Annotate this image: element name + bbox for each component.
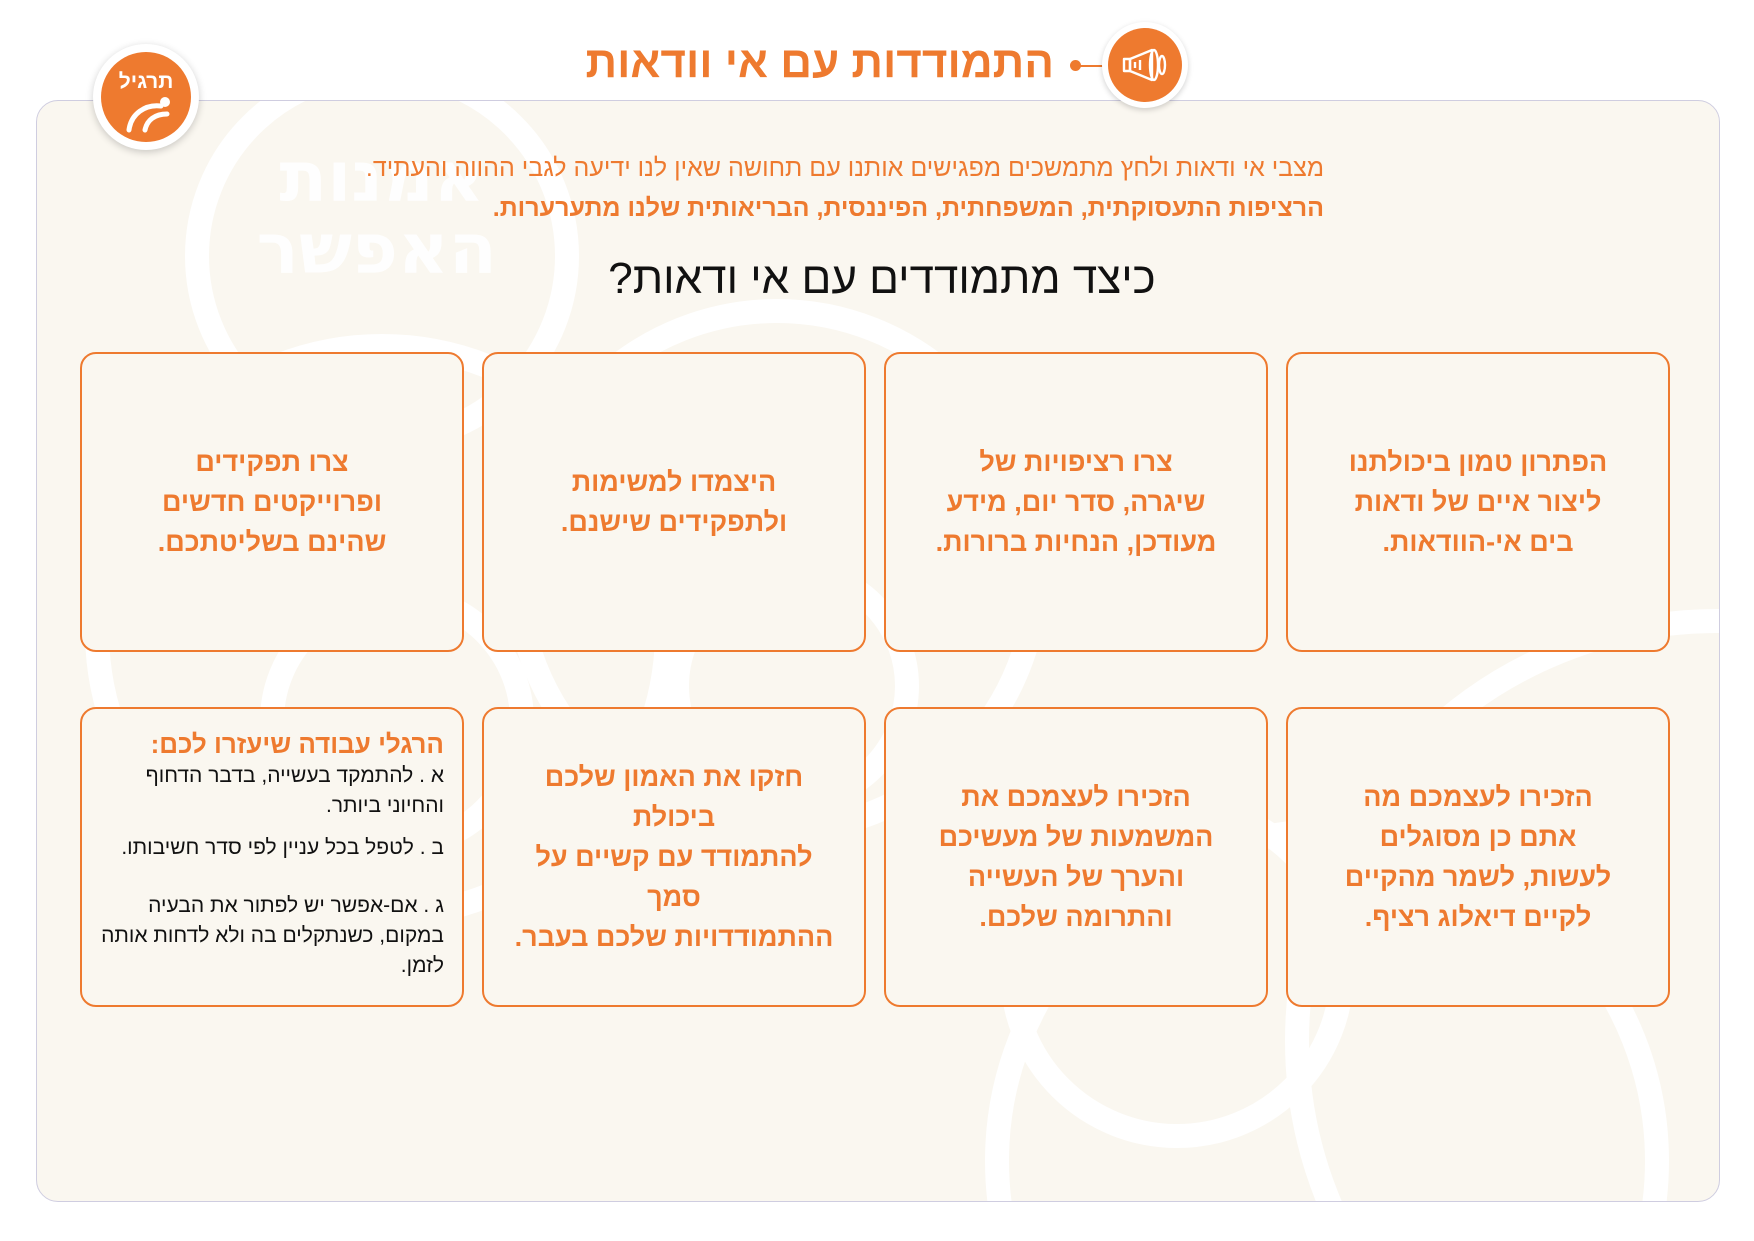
- tip-card: צרו רציפויות של שיגרה, סדר יום, מידע מעודכן, הנחיות ברורות.: [884, 352, 1268, 652]
- tip-card: הפתרון טמון ביכולתנו ליצור איים של ודאות בים אי-הוודאות.: [1286, 352, 1670, 652]
- watermark-line: האפשר: [256, 208, 497, 290]
- climbing-figure-icon: [101, 88, 191, 138]
- habits-card: [80, 707, 464, 1007]
- watermark-line: אמנות: [279, 136, 485, 218]
- intro-line: מצבי אי ודאות ולחץ מתמשכים מפגישים אותנו עם תחושה שאין לנו ידיעה לגבי ההווה והעתיד.: [365, 154, 1324, 182]
- megaphone-icon: [1108, 28, 1182, 102]
- page-title: התמודדות עם אי וודאות: [585, 38, 1054, 87]
- section-question: כיצד מתמודדים עם אי ודאות?: [608, 254, 1156, 303]
- exercise-badge: [93, 44, 199, 150]
- tip-card: הזכירו לעצמכם את המשמעות של מעשיכם והערך של העשייה והתרומה שלכם.: [884, 707, 1268, 1007]
- intro-line-bold: הרציפות התעסוקתית, המשפחתית, הפיננסית, הבריאותית שלנו מתערערות.: [492, 194, 1324, 222]
- tip-card: חזקו את האמון שלכם ביכולת להתמודד עם קשיים על סמך ההתמודדויות שלכם בעבר.: [482, 707, 866, 1007]
- tip-card: היצמדו למשימות ולתפקידים שישנם.: [482, 352, 866, 652]
- habit-item: ג . אם-אפשר יש לפתור את הבעיה במקום, כשנתקלים בה ולא לדחות אותה לזמן.: [101, 894, 444, 977]
- intro-text: [324, 148, 1324, 228]
- habits-title: הרגלי עבודה שיעזרו לכם:: [150, 729, 444, 759]
- exercise-label: תרגיל: [118, 70, 174, 93]
- habit-item: ב . לטפל בכל עניין לפי סדר חשיבותו.: [121, 836, 444, 859]
- header: [0, 30, 1754, 100]
- tip-card: הזכירו לעצמכם מה אתם כן מסוגלים לעשות, לשמר מהקיים לקיים דיאלוג רציף.: [1286, 707, 1670, 1007]
- habit-item: א . להתמקד בעשייה, בדבר הדחוף והחיוני ביותר.: [145, 764, 444, 817]
- tip-card: צרו תפקידים ופרוייקטים חדשים שהינם בשליטתכם.: [80, 352, 464, 652]
- title-badge: [1102, 22, 1188, 108]
